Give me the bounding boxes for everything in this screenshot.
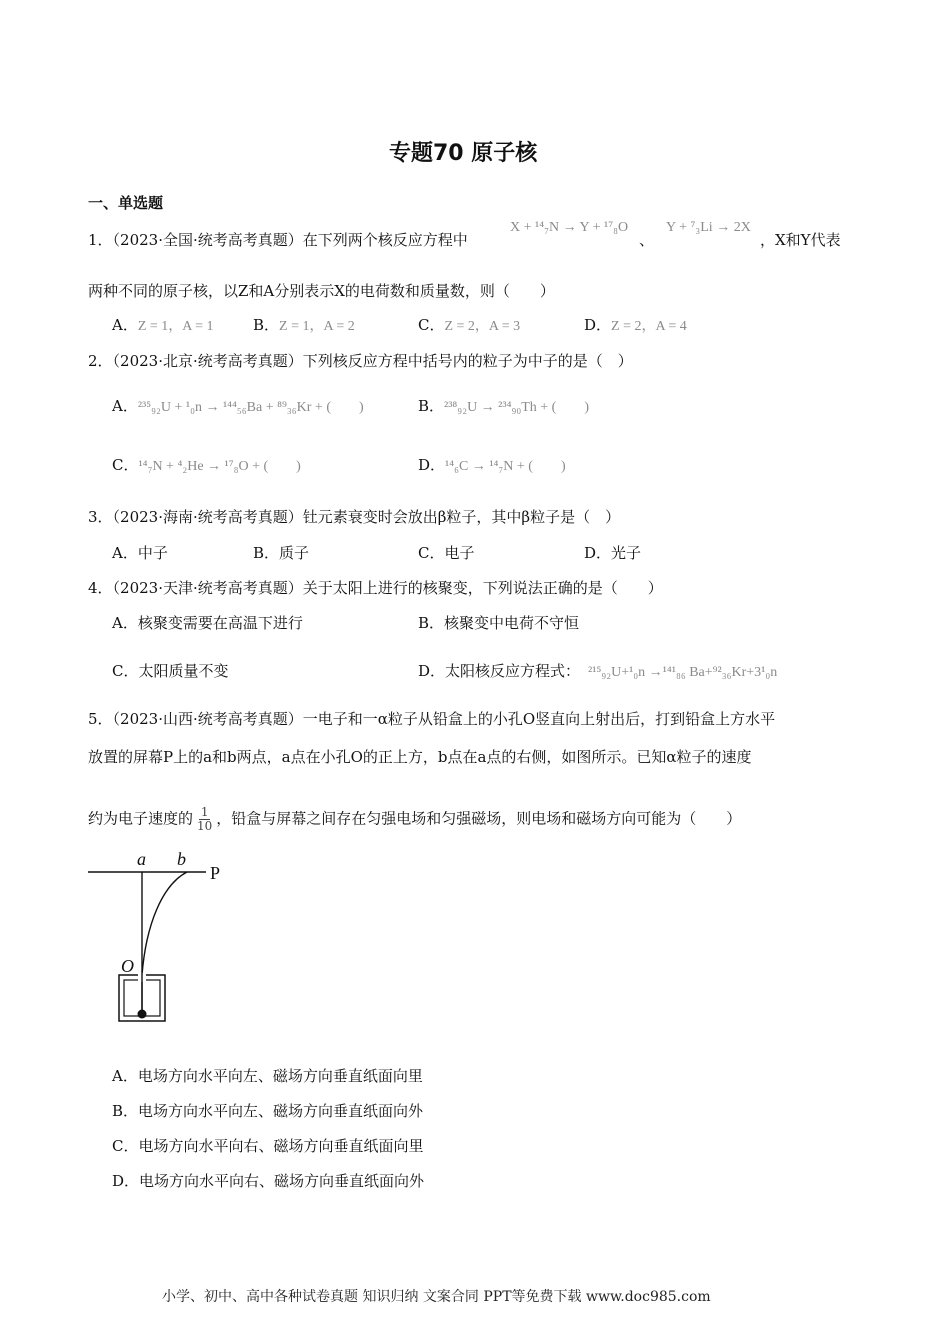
question-3-stem: 3．（2023·海南·统考高考真题）钍元素衰变时会放出β粒子，其中β粒子是（ ）	[88, 508, 621, 526]
question-1-line-1	[88, 229, 468, 251]
option-text: 中子	[137, 544, 168, 562]
q5-line3-start: 约为电子速度的	[88, 809, 194, 828]
question-5-line-2: 放置的屏幕P上的a和b两点，a点在小孔O的正上方，b点在a点的右侧，如图所示。已知α粒子的速度	[88, 748, 752, 766]
source-dot	[138, 1010, 147, 1019]
question-4-stem: 4．（2023·天津·统考高考真题）关于太阳上进行的核聚变，下列说法正确的是（ ）	[88, 579, 663, 597]
q1-option-b[interactable]	[253, 314, 355, 335]
question-5-line-3	[88, 806, 741, 833]
q1-option-a[interactable]	[112, 314, 214, 335]
option-equation: ²³⁵₉₂U + ¹₀n → ¹⁴⁴₅₆Ba + ⁸⁹₃₆Kr + ( )	[137, 400, 364, 415]
question-2-stem: 2．（2023·北京·统考高考真题）下列核反应方程中括号内的粒子为中子的是（ ）	[88, 352, 633, 370]
option-text: 电场方向水平向左、磁场方向垂直纸面向外	[138, 1102, 424, 1120]
q3-option-b[interactable]	[253, 542, 309, 563]
option-text: 质子	[279, 544, 310, 562]
q2-option-a[interactable]	[112, 395, 364, 416]
q1-equation-2: Y + ⁷₃Li → 2X	[666, 220, 751, 235]
option-equation: ²³⁸₉₂U → ²³⁴₉₀Th + ( )	[444, 400, 589, 415]
fraction-denominator: 10	[197, 819, 213, 833]
option-letter: D．	[418, 662, 446, 680]
option-text: 核聚变中电荷不守恒	[444, 614, 580, 632]
option-text: 电子	[444, 544, 475, 562]
option-letter: C．	[112, 456, 139, 474]
q5-option-b[interactable]	[112, 1100, 423, 1121]
fraction-numerator: 1	[200, 805, 209, 819]
q1-option-d[interactable]	[584, 314, 687, 335]
option-letter: A．	[112, 1067, 138, 1085]
q4-option-b[interactable]	[418, 612, 579, 633]
option-letter: D．	[418, 456, 446, 474]
option-letter: D．	[112, 1172, 140, 1190]
q3-option-d[interactable]	[584, 542, 641, 563]
option-letter: C．	[112, 662, 139, 680]
q2-option-c[interactable]	[112, 454, 301, 475]
option-text: 核聚变需要在高温下进行	[137, 614, 303, 632]
q2-option-d[interactable]	[418, 454, 566, 475]
q5-option-a[interactable]	[112, 1065, 423, 1086]
label-o: O	[121, 956, 134, 976]
option-text: 电场方向水平向右、磁场方向垂直纸面向里	[138, 1137, 424, 1155]
section-heading: 一、单选题	[88, 194, 164, 212]
option-equation: ²¹⁵₉₂U+¹₀n →¹⁴¹₈₆ Ba+⁹²₃₆Kr+3¹₀n	[588, 665, 778, 680]
q4-option-a[interactable]	[112, 612, 303, 633]
option-letter: A．	[112, 614, 138, 632]
q3-option-c[interactable]	[418, 542, 475, 563]
q4-option-c[interactable]	[112, 660, 229, 681]
label-b: b	[177, 849, 186, 869]
option-letter: A．	[112, 316, 138, 334]
q1-option-c[interactable]	[418, 314, 520, 335]
option-letter: B．	[418, 397, 445, 415]
option-letter: B．	[112, 1102, 139, 1120]
option-letter: C．	[418, 316, 445, 334]
option-letter: C．	[418, 544, 445, 562]
option-letter: D．	[584, 544, 612, 562]
option-letter: A．	[112, 397, 138, 415]
option-text: 光子	[611, 544, 642, 562]
option-letter: D．	[584, 316, 612, 334]
option-equation: ¹⁴₇N + ⁴₂He → ¹⁷₈O + ( )	[138, 459, 301, 474]
fraction	[195, 806, 214, 833]
option-text: 太阳质量不变	[138, 662, 229, 680]
page-footer[interactable]: 小学、初中、高中各种试卷真题 知识归纳 文案合同 PPT等免费下载 www.doc985.com	[162, 1289, 711, 1305]
option-text: 电场方向水平向左、磁场方向垂直纸面向里	[137, 1067, 423, 1085]
option-text: Z = 2，A = 3	[444, 319, 521, 334]
option-text: 电场方向水平向右、磁场方向垂直纸面向外	[139, 1172, 425, 1190]
page-title: 专题70 原子核	[389, 141, 538, 166]
q5-figure	[84, 845, 234, 1030]
q5-option-c[interactable]	[112, 1135, 424, 1156]
option-text: Z = 1，A = 1	[137, 319, 214, 334]
question-5-line-1: 5．（2023·山西·统考高考真题）一电子和一α粒子从铅盒上的小孔O竖直向上射出后，打到铅盒上方水平	[88, 710, 776, 728]
q4-option-d[interactable]	[418, 660, 777, 681]
option-letter: B．	[418, 614, 445, 632]
q5-line3-end: ，铅盒与屏幕之间存在匀强电场和匀强磁场，则电场和磁场方向可能为（ ）	[216, 809, 742, 828]
q5-option-d[interactable]	[112, 1170, 424, 1191]
option-letter: A．	[112, 544, 138, 562]
question-1-line-2: 两种不同的原子核，以Z和A分别表示X的电荷数和质量数，则（ ）	[88, 282, 555, 300]
option-text: Z = 2，A = 4	[611, 319, 687, 334]
q1-stem-tail: ，X和Y代表	[760, 231, 841, 249]
option-letter: B．	[253, 316, 280, 334]
option-text: Z = 1，A = 2	[279, 319, 355, 334]
q1-equation-1: X + ¹⁴₇N → Y + ¹⁷₈O	[510, 220, 629, 235]
option-letter: B．	[253, 544, 280, 562]
q2-option-b[interactable]	[418, 395, 589, 416]
q3-option-a[interactable]	[112, 542, 168, 563]
q1-stem-start: 1．（2023·全国·统考高考真题）在下列两个核反应方程中	[88, 231, 468, 249]
label-a: a	[137, 849, 146, 869]
option-equation: ¹⁴₆C → ¹⁴₇N + ( )	[445, 459, 566, 474]
label-p: P	[210, 863, 221, 883]
curved-path	[142, 872, 187, 975]
q1-separator: 、	[639, 231, 655, 249]
option-text: 太阳核反应方程式：	[445, 662, 581, 680]
option-letter: C．	[112, 1137, 139, 1155]
